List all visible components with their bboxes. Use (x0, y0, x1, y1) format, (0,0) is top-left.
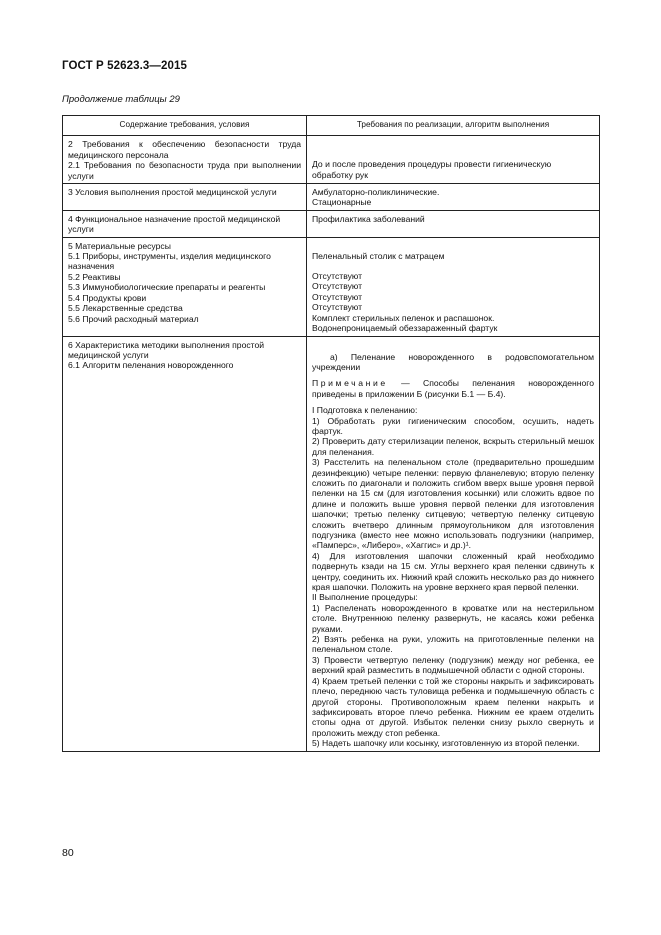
row4-right-text: Профилактика заболеваний (312, 213, 425, 224)
note-label: Примечание (312, 378, 388, 389)
row5-right-line: Отсутствуют (312, 302, 363, 313)
table-row (63, 184, 600, 211)
note-text: — Способы пеленания новорожденного приведены в приложении Б (рисунки Б.1 — Б.4). (312, 378, 594, 399)
row5-left-line: 5.4 Продукты крови (68, 292, 147, 303)
row2-right-text: До и после проведения процедуры провести гигиеническую обработку рук (312, 159, 552, 180)
row5-right-line: Отсутствуют (312, 281, 363, 292)
row5-left-line: 5 Материальные ресурсы (68, 240, 171, 251)
row5-right-line: Отсутствуют (312, 271, 363, 282)
column-header-implementation: Требования по реализации, алгоритм выполнения (307, 116, 600, 136)
document-standard-header: ГОСТ Р 52623.3—2015 (62, 60, 187, 72)
row3-left-text: 3 Условия выполнения простой медицинской услуги (68, 187, 277, 198)
row5-left-line: 5.3 Иммунобиологические препараты и реагенты (68, 282, 266, 293)
row5-left-cell (63, 237, 307, 336)
row3-right-line: Амбулаторно-поликлинические. (312, 187, 440, 198)
procedure-step: 4) Для изготовления шапочки сложенный край необходимо подвернуть кзади на 15 см. Углы верхнего края пеленки сдвинуть к центру, соединить их. Нижний край сложить несколько раз до нижнего края шапочки. Положить на уровне верхнего края первой пеленки. (312, 550, 594, 593)
row6-left-cell (63, 336, 307, 751)
row4-right-cell (307, 210, 600, 237)
table-row (63, 136, 600, 184)
row5-left-line: 5.6 Прочий расходный материал (68, 313, 199, 324)
row2-right-cell (307, 136, 600, 184)
row4-left-cell (63, 210, 307, 237)
table-continuation-caption: Продолжение таблицы 29 (62, 94, 180, 105)
row2-left-cell (63, 136, 307, 184)
table-row (63, 336, 600, 751)
table-row (63, 237, 600, 336)
procedure-step: II Выполнение процедуры: (312, 592, 418, 603)
row5-left-line: 5.1 Приборы, инструменты, изделия медицинского назначения (68, 251, 271, 272)
requirements-table (62, 115, 600, 752)
row3-left-cell (63, 184, 307, 211)
page-number: 80 (62, 847, 74, 859)
procedure-step: 1) Обработать руки гигиеническим способом, осушить, надеть фартук. (312, 415, 594, 436)
row5-left-line: 5.2 Реактивы (68, 271, 121, 282)
procedure-step: 2) Взять ребенка на руки, уложить на приготовленные пеленки на пеленальном столе. (312, 634, 594, 655)
procedure-step: 4) Краем третьей пеленки с той же стороны накрыть и зафиксировать плечо, переднюю часть туловища ребенка и подмышечную область с другой стороны. Противоположным краем пеленки накрыть и зафиксировать второе плечо ребенка. Нижним ее краем отделить стопы одна от другой. Избыток пеленки снизу рыхло свернуть и проложить между стоп ребенка. (312, 675, 594, 738)
procedure-step: 3) Расстелить на пеленальном столе (предварительно прошедшим дезинфекцию) четыре пеленки: первую фланелевую; вторую пеленку сложить по диагонали и положить сгибом вверх выше уровня первой пеленки на 15 см (для изготовления косынки) или сложить вдвое по длине и положить выше уровня первой пеленки для изготовления шапочки; третью пеленку ситцевую; четвертую пеленку ситцевую сложить вчетверо длинным прямоугольником для изготовления подгузника (вместо нее можно использовать подгузники (например, «Памперс», «Либеро», «Хаггис» и др.)¹. (312, 457, 594, 551)
row5-right-line: Отсутствуют (312, 291, 363, 302)
procedure-step: 1) Распеленать новорожденного в кроватке или на нестерильном столе. Внутреннюю пеленку развернуть, не касаясь кожи ребенка руками. (312, 602, 594, 634)
column-header-content: Содержание требования, условия (63, 116, 307, 136)
table-row (63, 210, 600, 237)
procedure-step: 3) Провести четвертую пеленку (подгузник) между ног ребенка, ее верхний край разместить в подмышечной области с одной стороны. (312, 654, 594, 676)
row3-right-line: Стационарные (312, 197, 372, 208)
row2-left-line: 2 Требования к обеспечению безопасности труда медицинского персонала (68, 139, 301, 160)
procedure-step: 5) Надеть шапочку или косынку, изготовленную из второй пеленки. (312, 738, 580, 749)
row2-left-line: 2.1 Требования по безопасности труда при выполнении услуги (68, 160, 301, 181)
row5-right-line: Водонепроницаемый обеззараженный фартук (312, 323, 498, 334)
procedure-step: 2) Проверить дату стерилизации пеленок, вскрыть стерильный мешок для пеленания. (312, 436, 594, 457)
row6-left-line: 6 Характеристика методики выполнения простой медицинской услуги (68, 339, 265, 360)
table-header-row (63, 116, 600, 136)
row5-right-line: Комплект стерильных пеленок и распашонок. (312, 312, 495, 323)
procedure-step: I Подготовка к пеленанию: (312, 405, 418, 416)
row5-right-line: Пеленальный столик с матрацем (312, 250, 445, 261)
row5-right-cell (307, 237, 600, 336)
row4-left-text: 4 Функциональное назначение простой медицинской услуги (68, 213, 281, 235)
row5-left-line: 5.5 Лекарственные средства (68, 303, 183, 314)
row6-left-line: 6.1 Алгоритм пеленания новорожденного (68, 360, 234, 371)
row3-right-cell (307, 184, 600, 211)
row6-intro: а) Пеленание новорожденного в родовспомогательном учреждении (312, 351, 594, 372)
row6-right-cell (307, 336, 600, 751)
